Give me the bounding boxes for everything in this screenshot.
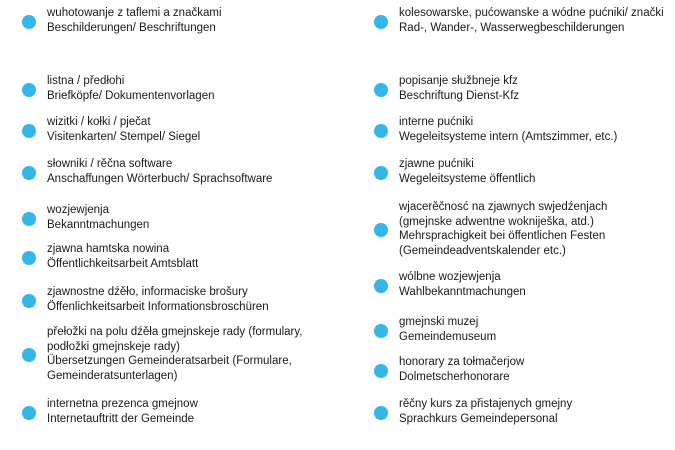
item-title-line: słowniki / rěčna software [47, 158, 173, 170]
item-text [399, 315, 496, 344]
item-text [399, 397, 572, 426]
bullet-dot-icon [22, 348, 36, 362]
item-title-line: internetna prezenca gmejnow [47, 398, 198, 410]
item-text [399, 270, 526, 299]
item-line: Rad-, Wander-, Wasserwegbeschilderungen [399, 21, 625, 34]
bullet-dot-icon [22, 212, 36, 226]
item-title-line: popisanje słužbneje kfz [399, 75, 518, 87]
item-text [47, 285, 269, 314]
item-line: Internetauftritt der Gemeinde [47, 412, 195, 425]
item-line: Beschilderungen/ Beschriftungen [47, 21, 216, 34]
item-line: Bekanntmachungen [47, 218, 150, 231]
item-text [399, 6, 664, 35]
item-title-line: honorary za tołmačerjow [399, 356, 525, 368]
bullet-dot-icon [374, 279, 388, 293]
item-text [47, 74, 215, 103]
item-title-line: wólbne wozjewjenja [399, 271, 501, 283]
item-text [47, 157, 272, 186]
item-line: Wegeleitsysteme öffentlich [399, 172, 536, 185]
item-text [47, 115, 200, 144]
item-line: Öffenlichkeitsarbeit Informationsbroschüren [47, 300, 269, 313]
item-line: Öffentlichkeitsarbeit Amtsblatt [47, 257, 199, 270]
item-line: Mehrsprachigkeit bei öffentlichen Festen [399, 230, 606, 243]
bullet-dot-icon [22, 406, 36, 420]
item-text [47, 242, 198, 271]
bullet-dot-icon [22, 83, 36, 97]
bullet-dot-icon [374, 166, 388, 180]
bullet-dot-icon [22, 166, 36, 180]
item-line: Gemeindemuseum [399, 330, 497, 343]
item-title-line: zjawna hamtska nowina [47, 243, 170, 255]
bullet-dot-icon [374, 124, 388, 138]
item-title-line: zjawnostne dźěło, informaciske brošury [47, 286, 248, 298]
item-line: Gemeinderatsunterlagen) [47, 369, 178, 382]
item-line: podłožki gmejnskeje rady) [47, 340, 180, 353]
bullet-dot-icon [22, 251, 36, 265]
item-text [399, 200, 607, 258]
item-line: (Gemeindeadventskalender etc.) [399, 244, 566, 257]
item-text [47, 6, 222, 35]
item-title-line: gmejnski muzej [399, 316, 479, 328]
item-title-line: wizitki / kołki / pječat [47, 116, 151, 128]
item-title-line: kolesowarske, pućowanske a wódne pućniki/ znački [399, 7, 664, 19]
item-line: (gmejnske adwentne wokniješka, atd.) [399, 215, 594, 228]
bullet-dot-icon [22, 15, 36, 29]
item-line: Anschaffungen Wörterbuch/ Sprachsoftware [47, 172, 273, 185]
item-text [47, 397, 198, 426]
item-line: Briefköpfe/ Dokumentenvorlagen [47, 89, 215, 102]
item-title-line: listna / předłohi [47, 75, 125, 87]
item-text [399, 355, 524, 384]
item-line: Visitenkarten/ Stempel/ Siegel [47, 130, 201, 143]
bullet-dot-icon [374, 364, 388, 378]
item-text [399, 115, 617, 144]
item-title-line: zjawne pućniki [399, 158, 474, 170]
bullet-dot-icon [374, 324, 388, 338]
item-line: Beschriftung Dienst-Kfz [399, 89, 520, 102]
bullet-dot-icon [22, 294, 36, 308]
item-title-line: wozjewjenja [47, 204, 110, 216]
item-title-line: rěčny kurs za přistajenych gmejny [399, 398, 573, 410]
bullet-dot-icon [374, 406, 388, 420]
item-title-line: přełožki na polu dźěła gmejnskeje rady (formulary, [47, 326, 303, 338]
item-title-line: wuhotowanje z taflemi a značkami [47, 7, 222, 19]
item-line: Übersetzungen Gemeinderatsarbeit (Formulare, [47, 355, 292, 368]
item-line: Dolmetscherhonorare [399, 370, 510, 383]
bullet-dot-icon [22, 124, 36, 138]
item-line: Wegeleitsysteme intern (Amtszimmer, etc.) [399, 130, 618, 143]
item-text [399, 74, 519, 103]
bullet-dot-icon [374, 223, 388, 237]
bullet-dot-icon [374, 83, 388, 97]
item-text [47, 203, 149, 232]
item-text [47, 325, 302, 383]
item-line: Wahlbekanntmachungen [399, 285, 526, 298]
bullet-dot-icon [374, 15, 388, 29]
item-title-line: interne pućniki [399, 116, 474, 128]
item-title-line: wjacerěčnosć na zjawnych swjedźenjach [399, 201, 608, 213]
item-line: Sprachkurs Gemeindepersonal [399, 412, 558, 425]
item-text [399, 157, 535, 186]
